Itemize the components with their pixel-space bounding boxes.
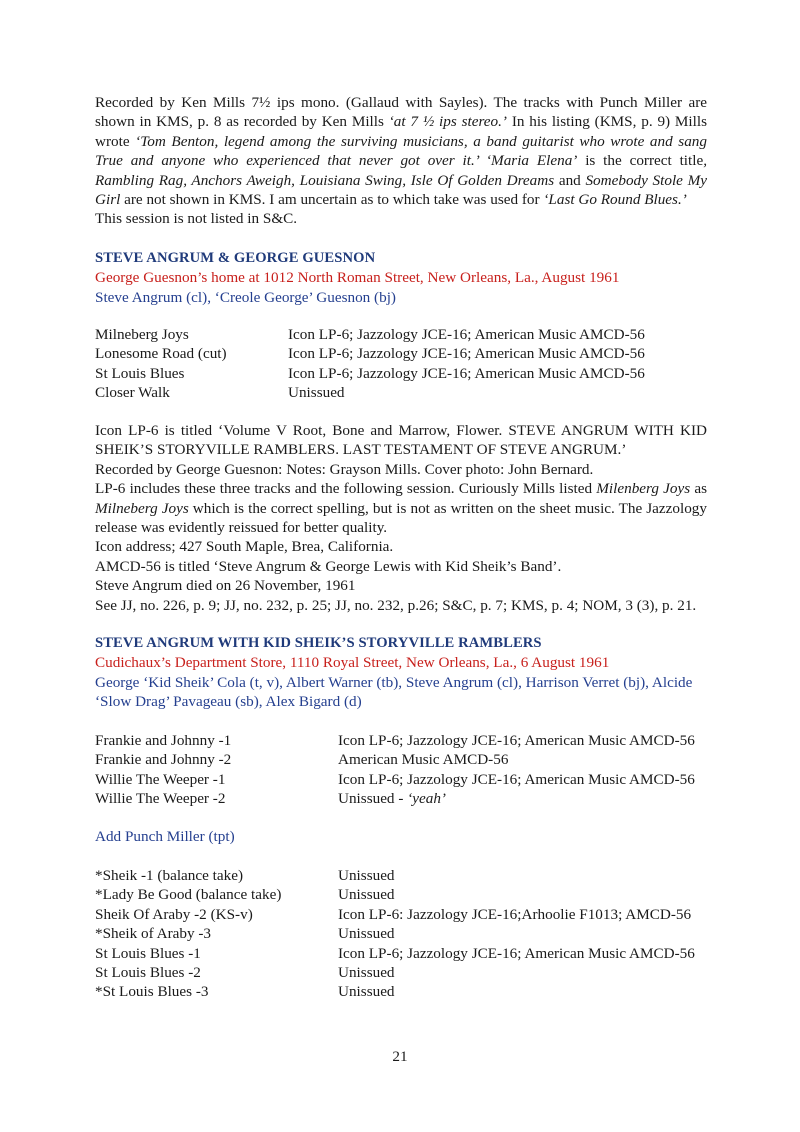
track-row bbox=[95, 750, 707, 769]
session-2-tracks bbox=[95, 731, 707, 809]
track-issue: Unissued bbox=[338, 886, 395, 904]
session-note: Steve Angrum died on 26 November, 1961 bbox=[95, 577, 356, 595]
track-issue: Icon LP-6; Jazzology JCE-16; American Music AMCD-56 bbox=[288, 326, 645, 343]
session-2-tracks-2 bbox=[95, 866, 707, 1002]
track-issue: Unissued bbox=[288, 384, 345, 402]
track-title: Willie The Weeper -2 bbox=[95, 790, 226, 808]
track-row bbox=[95, 905, 707, 924]
session-note: Icon LP-6 is titled ‘Volume V Root, Bone and Marrow, Flower. STEVE ANGRUM WITH KID SHEIK’S STORYVILLE RAMBLERS. LAST TESTAMENT OF STEVE ANGRUM.’ bbox=[95, 422, 707, 459]
track-row bbox=[95, 866, 707, 885]
track-title: Sheik Of Araby -2 (KS-v) bbox=[95, 905, 253, 923]
track-row bbox=[95, 383, 707, 402]
intro-paragraph: Recorded by Ken Mills 7½ ips mono. (Gallaud with Sayles). The tracks with Punch Miller are shown in KMS, p. 8 as recorded by Ken Mills ‘at 7 ½ ips stereo.’ In his listing (KMS, p. 9) Mills wrote ‘Tom Benton, legend among the surviving musicians, a band guitarist who wrote and sang True and anyone who experienced that never got over it.’ ‘Maria Elena’ is the correct title, Rambling Rag, Anchors Aweigh, Louisiana Swing, Isle Of Golden Dreams and Somebody Stole My Girl are not shown in KMS. I am uncertain as to which take was used for ‘Last Go Round Blues.’ bbox=[95, 94, 708, 209]
track-title: *Sheik -1 (balance take) bbox=[95, 867, 244, 884]
session-note: LP-6 includes these three tracks and the following session. Curiously Mills listed Milenberg Joys as Milneberg Joys which is the correct spelling, but is not as written on the sheet music. The Jazzology release was evidently reissued for better quality. bbox=[95, 480, 708, 537]
track-row bbox=[95, 789, 707, 808]
intro-note-sc: This session is not listed in S&C. bbox=[95, 210, 298, 228]
session-2-heading: STEVE ANGRUM WITH KID SHEIK’S STORYVILLE RAMBLERS bbox=[95, 635, 542, 651]
session-1-place: George Guesnon’s home at 1012 North Roman Street, New Orleans, La., August 1961 bbox=[95, 269, 620, 287]
session-note: AMCD-56 is titled ‘Steve Angrum & George Lewis with Kid Sheik’s Band’. bbox=[95, 557, 562, 575]
session-note: Icon address; 427 South Maple, Brea, California. bbox=[95, 538, 394, 556]
track-issue: Unissued bbox=[338, 925, 395, 943]
track-issue: Unissued bbox=[338, 867, 395, 884]
track-title: Willie The Weeper -1 bbox=[95, 770, 226, 788]
track-issue: Icon LP-6; Jazzology JCE-16; American Music AMCD-56 bbox=[288, 364, 645, 382]
track-title: *St Louis Blues -3 bbox=[95, 983, 209, 1001]
track-issue: Unissued bbox=[338, 983, 395, 1001]
session-2-personnel: George ‘Kid Sheik’ Cola (t, v), Albert Warner (tb), Steve Angrum (cl), Harrison Verret (bj), Alcide ‘Slow Drag’ Pavageau (sb), Alex Bigard (d) bbox=[95, 673, 693, 711]
session-1-heading: STEVE ANGRUM & GEORGE GUESNON bbox=[95, 250, 376, 266]
add-musician-note: Add Punch Miller (tpt) bbox=[95, 828, 235, 845]
session-1-personnel: Steve Angrum (cl), ‘Creole George’ Guesnon (bj) bbox=[95, 288, 396, 306]
session-2 bbox=[95, 634, 707, 712]
track-issue: Icon LP-6; Jazzology JCE-16; American Music AMCD-56 bbox=[338, 732, 695, 749]
track-row bbox=[95, 982, 707, 1001]
track-title: Frankie and Johnny -1 bbox=[95, 732, 232, 749]
track-title: *Lady Be Good (balance take) bbox=[95, 886, 282, 904]
track-row bbox=[95, 364, 707, 383]
track-issue: Icon LP-6: Jazzology JCE-16;Arhoolie F1013; AMCD-56 bbox=[338, 905, 692, 923]
session-1 bbox=[95, 249, 707, 307]
track-title: Frankie and Johnny -2 bbox=[95, 751, 232, 769]
track-row bbox=[95, 924, 707, 943]
session-1-notes bbox=[95, 421, 707, 615]
track-issue: Icon LP-6; Jazzology JCE-16; American Music AMCD-56 bbox=[338, 944, 695, 962]
track-title: St Louis Blues bbox=[95, 364, 185, 382]
intro-notes bbox=[95, 93, 707, 229]
track-title: St Louis Blues -1 bbox=[95, 944, 201, 962]
track-row bbox=[95, 731, 707, 750]
track-title: Lonesome Road (cut) bbox=[95, 345, 227, 363]
track-row bbox=[95, 344, 707, 363]
track-issue: Unissued bbox=[338, 964, 395, 982]
track-issue: Unissued - ‘yeah’ bbox=[338, 790, 446, 808]
track-row bbox=[95, 885, 707, 904]
page-number: 21 bbox=[392, 1048, 408, 1065]
session-note: Recorded by George Guesnon: Notes: Grayson Mills. Cover photo: John Bernard. bbox=[95, 460, 594, 478]
track-title: St Louis Blues -2 bbox=[95, 964, 201, 982]
track-row bbox=[95, 944, 707, 963]
track-row bbox=[95, 963, 707, 982]
session-2-place: Cudichaux’s Department Store, 1110 Royal Street, New Orleans, La., 6 August 1961 bbox=[95, 654, 610, 672]
track-issue: American Music AMCD-56 bbox=[338, 751, 509, 769]
track-row bbox=[95, 325, 707, 344]
track-issue: Icon LP-6; Jazzology JCE-16; American Music AMCD-56 bbox=[338, 770, 695, 788]
session-1-tracks bbox=[95, 325, 707, 403]
track-title: Closer Walk bbox=[95, 384, 170, 402]
session-note: See JJ, no. 226, p. 9; JJ, no. 232, p. 25; JJ, no. 232, p.26; S&C, p. 7; KMS, p. 4; NOM, 3 (3), p. 21. bbox=[95, 596, 697, 614]
session-2-add bbox=[95, 827, 707, 846]
track-issue: Icon LP-6; Jazzology JCE-16; American Music AMCD-56 bbox=[288, 345, 645, 363]
track-title: *Sheik of Araby -3 bbox=[95, 925, 211, 943]
track-title: Milneberg Joys bbox=[95, 326, 189, 343]
track-row bbox=[95, 770, 707, 789]
